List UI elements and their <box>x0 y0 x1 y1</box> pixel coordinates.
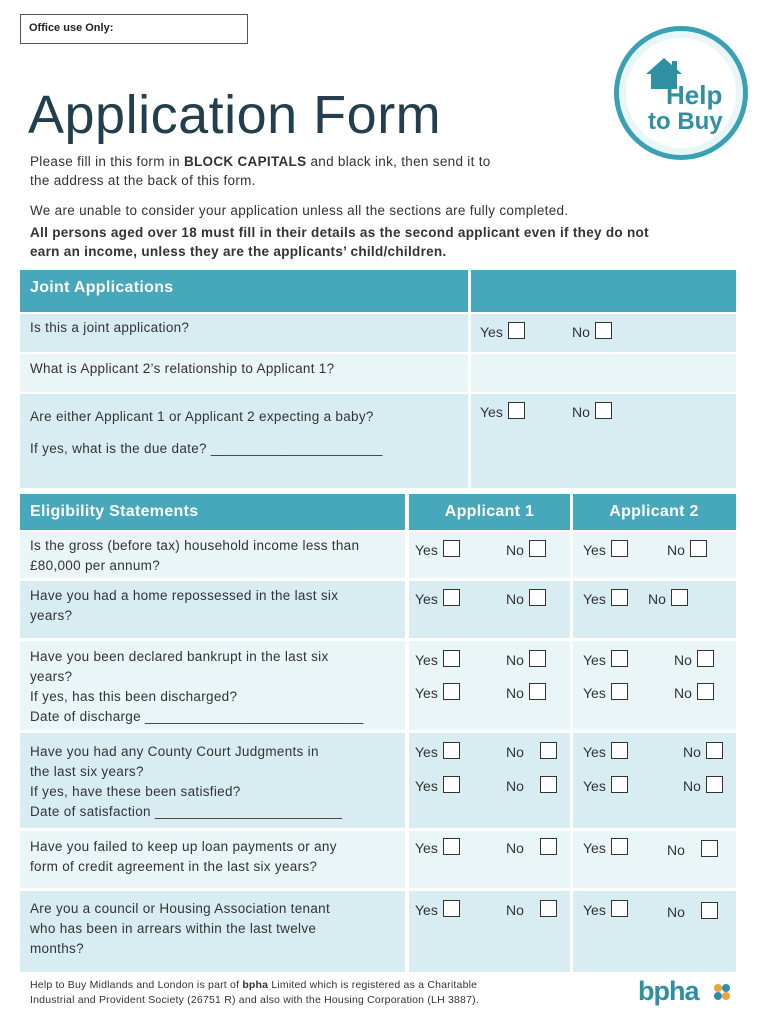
checkbox[interactable] <box>671 589 688 606</box>
checkbox[interactable] <box>697 683 714 700</box>
checkbox[interactable] <box>611 540 628 557</box>
checkbox[interactable] <box>611 838 628 855</box>
a2-q6-yes[interactable]: Yes <box>583 900 628 918</box>
joint-q1: Is this a joint application? <box>30 320 190 335</box>
a2-q3-yes[interactable]: Yes <box>583 650 628 668</box>
a2-q4b-no[interactable]: No <box>683 776 723 794</box>
a1-q3b-no[interactable]: No <box>506 683 546 701</box>
a1-q1-no[interactable]: No <box>506 540 546 558</box>
checkbox[interactable] <box>611 742 628 759</box>
checkbox[interactable] <box>690 540 707 557</box>
eligibility-q4: Have you had any County Court Judgments in the last six years? If yes, have these been satisfied? Date of satisfaction ________________________ <box>30 744 343 819</box>
intro-paragraph-3: All persons aged over 18 must fill in their details as the second applicant even if they do not earn an income, unless they are the applicants’ child/children. <box>30 225 649 259</box>
applicant-2-header: Applicant 2 <box>609 503 699 520</box>
checkbox[interactable] <box>706 742 723 759</box>
date-of-satisfaction-field[interactable]: Date of satisfaction ________________________ <box>30 804 343 819</box>
checkbox[interactable] <box>443 900 460 917</box>
checkbox[interactable] <box>508 402 525 419</box>
checkbox[interactable] <box>540 838 557 855</box>
checkbox[interactable] <box>540 776 557 793</box>
checkbox[interactable] <box>595 322 612 339</box>
checkbox[interactable] <box>529 683 546 700</box>
checkbox[interactable] <box>443 589 460 606</box>
a1-q6-no[interactable]: No <box>506 900 557 918</box>
a2-q5-no[interactable]: No <box>667 840 718 858</box>
checkbox[interactable] <box>701 902 718 919</box>
bpha-logo <box>638 976 738 1008</box>
checkbox[interactable] <box>443 838 460 855</box>
checkbox[interactable] <box>529 589 546 606</box>
checkbox[interactable] <box>540 900 557 917</box>
a1-q3-no[interactable]: No <box>506 650 546 668</box>
joint-applications-table <box>20 270 736 488</box>
office-use-box[interactable] <box>20 14 248 44</box>
checkbox[interactable] <box>611 683 628 700</box>
checkbox[interactable] <box>443 540 460 557</box>
a1-q3-yes[interactable]: Yes <box>415 650 460 668</box>
joint-q3: Are either Applicant 1 or Applicant 2 expecting a baby? <box>30 409 374 424</box>
intro-paragraph-1: Please fill in this form in BLOCK CAPITALS and black ink, then send it to the address at the back of this form. <box>30 154 491 188</box>
checkbox[interactable] <box>595 402 612 419</box>
a2-q5-yes[interactable]: Yes <box>583 838 628 856</box>
a1-q1-yes[interactable]: Yes <box>415 540 460 558</box>
checkbox[interactable] <box>529 650 546 667</box>
a1-q6-yes[interactable]: Yes <box>415 900 460 918</box>
eligibility-q1: Is the gross (before tax) household income less than £80,000 per annum? <box>30 538 360 573</box>
checkbox[interactable] <box>443 683 460 700</box>
a1-q5-yes[interactable]: Yes <box>415 838 460 856</box>
joint-q2: What is Applicant 2’s relationship to Applicant 1? <box>30 361 335 376</box>
checkbox[interactable] <box>529 540 546 557</box>
a1-q2-yes[interactable]: Yes <box>415 589 460 607</box>
eligibility-table <box>20 494 736 972</box>
a1-q2-no[interactable]: No <box>506 589 546 607</box>
eligibility-header-label: Eligibility Statements <box>30 503 199 520</box>
a2-q4-yes[interactable]: Yes <box>583 742 628 760</box>
eligibility-q3: Have you been declared bankrupt in the last six years? If yes, has this been discharged? Date of discharge ____________________________ <box>30 649 364 724</box>
bpha-logo-text: bpha <box>638 976 699 1006</box>
eligibility-q5: Have you failed to keep up loan payments or any form of credit agreement in the last six years? <box>30 839 337 874</box>
footer-text: Help to Buy Midlands and London is part of bpha Limited which is registered as a Charitable Industrial and Provident Society (26751 R) and also with the Housing Corporation (LH 3887). <box>30 979 479 1006</box>
help-to-buy-logo <box>614 26 748 160</box>
checkbox[interactable] <box>706 776 723 793</box>
a1-q4b-yes[interactable]: Yes <box>415 776 460 794</box>
a2-q3-no[interactable]: No <box>674 650 714 668</box>
joint-q3-yes[interactable]: Yes <box>480 402 525 420</box>
checkbox[interactable] <box>508 322 525 339</box>
a1-q5-no[interactable]: No <box>506 838 557 856</box>
a2-q3b-yes[interactable]: Yes <box>583 683 628 701</box>
checkbox[interactable] <box>443 650 460 667</box>
checkbox[interactable] <box>611 650 628 667</box>
checkbox[interactable] <box>611 589 628 606</box>
page-title: Application Form <box>28 85 442 145</box>
date-of-discharge-field[interactable]: Date of discharge ____________________________ <box>30 709 364 724</box>
a2-q1-no[interactable]: No <box>667 540 707 558</box>
a1-q4-no[interactable]: No <box>506 742 557 760</box>
eligibility-q6: Are you a council or Housing Association tenant who has been in arrears within the last twelve months? <box>30 901 331 956</box>
a2-q6-no[interactable]: No <box>667 902 718 920</box>
bpha-logo-mark-icon <box>710 980 734 1004</box>
logo-text-to-buy: to Buy <box>648 108 723 135</box>
a2-q1-yes[interactable]: Yes <box>583 540 628 558</box>
eligibility-q2: Have you had a home repossessed in the last six years? <box>30 588 339 623</box>
a2-q4-no[interactable]: No <box>683 742 723 760</box>
logo-text-help: Help <box>666 80 723 110</box>
intro-paragraph-2: We are unable to consider your application unless all the sections are fully completed. <box>30 203 569 218</box>
joint-header-label: Joint Applications <box>30 279 174 296</box>
a2-q4b-yes[interactable]: Yes <box>583 776 628 794</box>
checkbox[interactable] <box>443 742 460 759</box>
checkbox[interactable] <box>611 900 628 917</box>
joint-q1-no[interactable]: No <box>572 322 612 340</box>
a2-q2-yes[interactable]: Yes <box>583 589 628 607</box>
checkbox[interactable] <box>701 840 718 857</box>
joint-q1-yes[interactable]: Yes <box>480 322 525 340</box>
checkbox[interactable] <box>443 776 460 793</box>
a2-q3b-no[interactable]: No <box>674 683 714 701</box>
applicant-1-header: Applicant 1 <box>444 503 535 520</box>
a1-q4-yes[interactable]: Yes <box>415 742 460 760</box>
a1-q4b-no[interactable]: No <box>506 776 557 794</box>
checkbox[interactable] <box>611 776 628 793</box>
a1-q3b-yes[interactable]: Yes <box>415 683 460 701</box>
checkbox[interactable] <box>540 742 557 759</box>
due-date-field[interactable]: If yes, what is the due date? ______________________ <box>30 441 383 456</box>
checkbox[interactable] <box>697 650 714 667</box>
a2-q2-no[interactable]: No <box>648 589 688 607</box>
joint-q3-no[interactable]: No <box>572 402 612 420</box>
office-use-label: Office use Only: <box>29 22 114 34</box>
